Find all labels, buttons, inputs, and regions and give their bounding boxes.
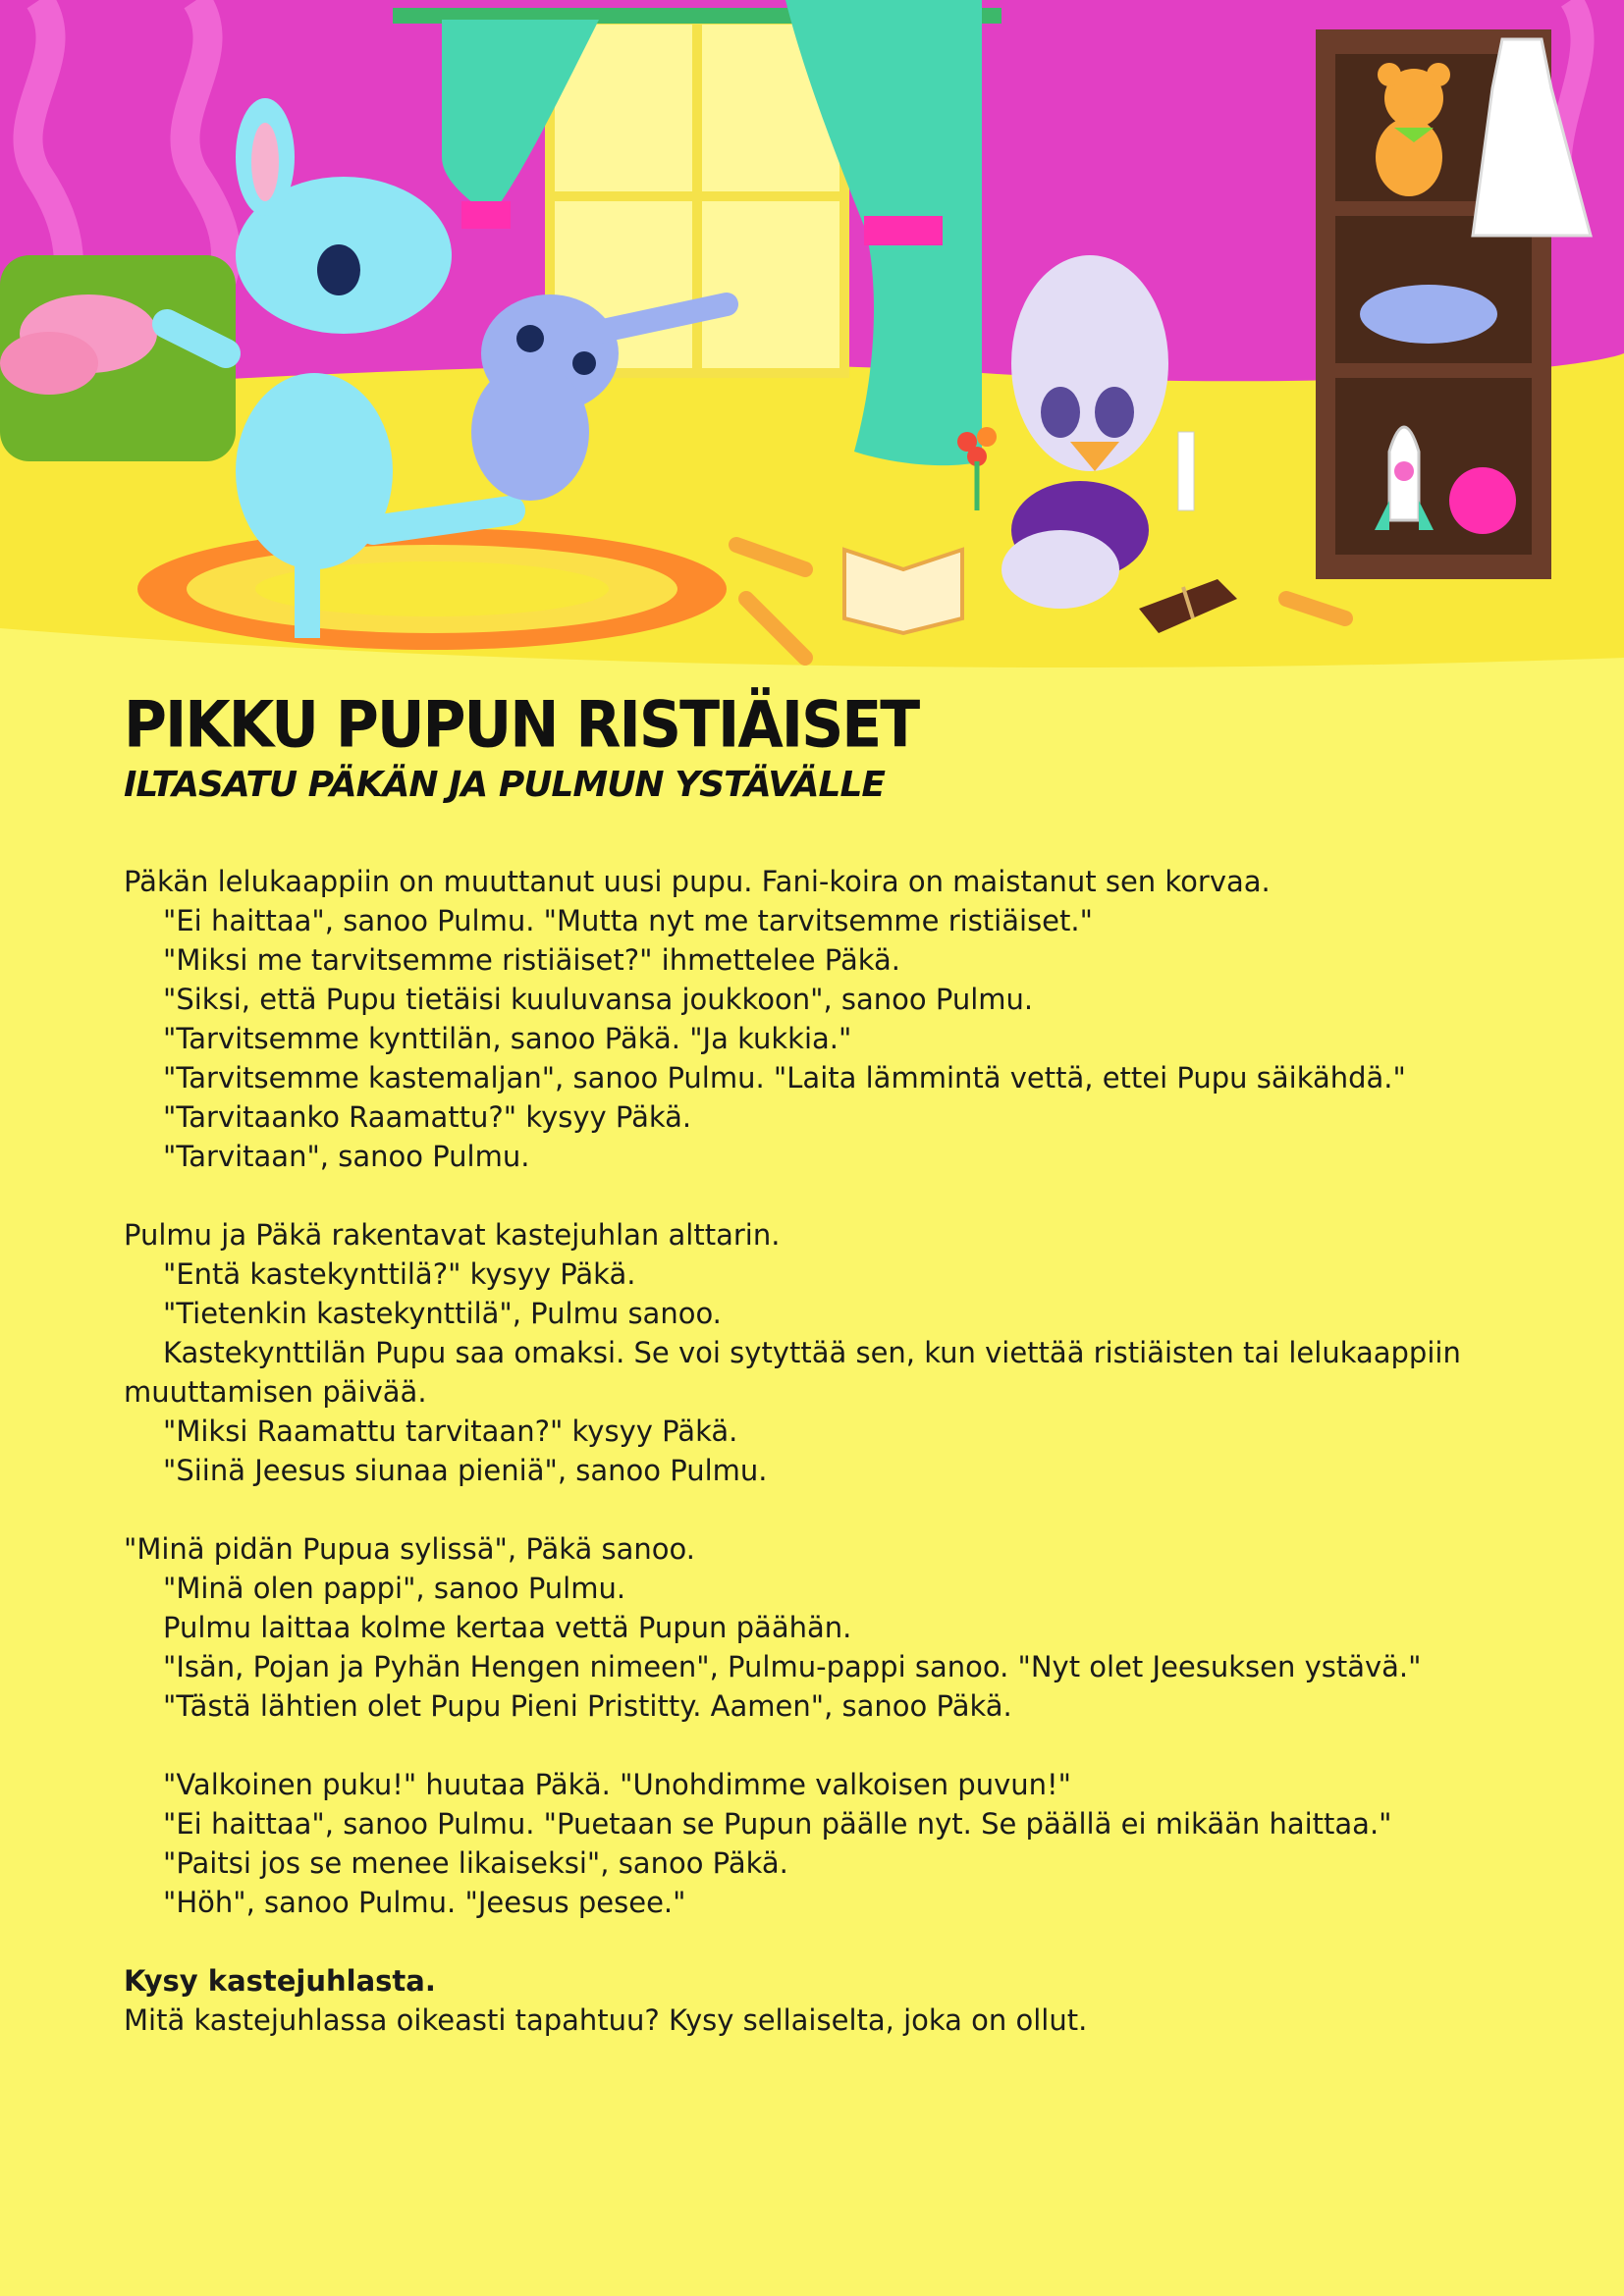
story-line: "Tästä lähtien olet Pupu Pieni Pristitty. Aamen", sanoo Päkä. [163,1689,1012,1723]
story-line: "Miksi me tarvitsemme ristiäiset?" ihmettelee Päkä. [163,943,900,977]
story-line: "Paitsi jos se menee likaiseksi", sanoo Päkä. [163,1846,788,1880]
story-line: Pulmu ja Päkä rakentavat kastejuhlan alttarin. [124,1218,781,1252]
story-paragraph-4 [124,1765,1528,1922]
story-text [124,862,1528,2040]
story-paragraph-3 [124,1529,1528,1726]
story-line: Pulmu laittaa kolme kertaa vettä Pupun päähän. [163,1611,852,1644]
story-line: "Siksi, että Pupu tietäisi kuuluvansa joukkoon", sanoo Pulmu. [163,983,1034,1016]
story-line: "Miksi Raamattu tarvitaan?" kysyy Päkä. [163,1415,738,1448]
story-line: "Höh", sanoo Pulmu. "Jeesus pesee." [163,1886,686,1919]
pink-ball-icon [1449,467,1516,534]
story-line: "Tarvitsemme kynttilän, sanoo Päkä. "Ja kukkia." [163,1022,852,1055]
story-paragraph-1 [124,862,1528,1176]
story-line: "Valkoinen puku!" huutaa Päkä. "Unohdimme valkoisen puvun!" [163,1768,1071,1801]
story-line: "Entä kastekynttilä?" kysyy Päkä. [163,1257,636,1291]
story-line: "Isän, Pojan ja Pyhän Hengen nimeen", Pulmu-pappi sanoo. "Nyt olet Jeesuksen ystävä." [163,1650,1422,1683]
title-block [124,687,1498,807]
page-subtitle: ILTASATU PÄKÄN JA PULMUN YSTÄVÄLLE [124,765,886,805]
story-paragraph-2 [124,1215,1528,1490]
story-line: "Minä pidän Pupua sylissä", Päkä sanoo. [124,1532,695,1566]
story-line: "Tarvitsemme kastemaljan", sanoo Pulmu. "Laita lämmintä vettä, ettei Pupu säikähdä." [163,1061,1406,1095]
story-line: "Ei haittaa", sanoo Pulmu. "Puetaan se Pupun päälle nyt. Se päällä ei mikään haittaa." [163,1807,1392,1841]
story-line: muuttamisen päivää. [124,1375,427,1409]
page-title: PIKKU PUPUN RISTIÄISET [124,688,919,763]
story-line: Päkän lelukaappiin on muuttanut uusi pupu. Fani-koira on maistanut sen korvaa. [124,865,1271,898]
story-line: "Tarvitaanko Raamattu?" kysyy Päkä. [163,1100,692,1134]
sofa [0,255,236,461]
story-line: Kastekynttilän Pupu saa omaksi. Se voi sytyttää sen, kun viettää ristiäisten tai lelukaappiin [163,1336,1461,1369]
story-line: "Ei haittaa", sanoo Pulmu. "Mutta nyt me tarvitsemme ristiäiset." [163,904,1093,937]
header-illustration [0,0,1624,677]
story-line: "Tarvitaan", sanoo Pulmu. [163,1140,530,1173]
question-heading: Kysy kastejuhlasta. [124,1964,436,1998]
story-line: "Siinä Jeesus siunaa pieniä", sanoo Pulmu. [163,1454,768,1487]
candle-icon [1178,432,1194,510]
question-text: Mitä kastejuhlassa oikeasti tapahtuu? Kysy sellaiselta, joka on ollut. [124,2003,1088,2037]
question-section [124,1961,1528,2040]
story-line: "Tietenkin kastekynttilä", Pulmu sanoo. [163,1297,722,1330]
story-line: "Minä olen pappi", sanoo Pulmu. [163,1572,626,1605]
